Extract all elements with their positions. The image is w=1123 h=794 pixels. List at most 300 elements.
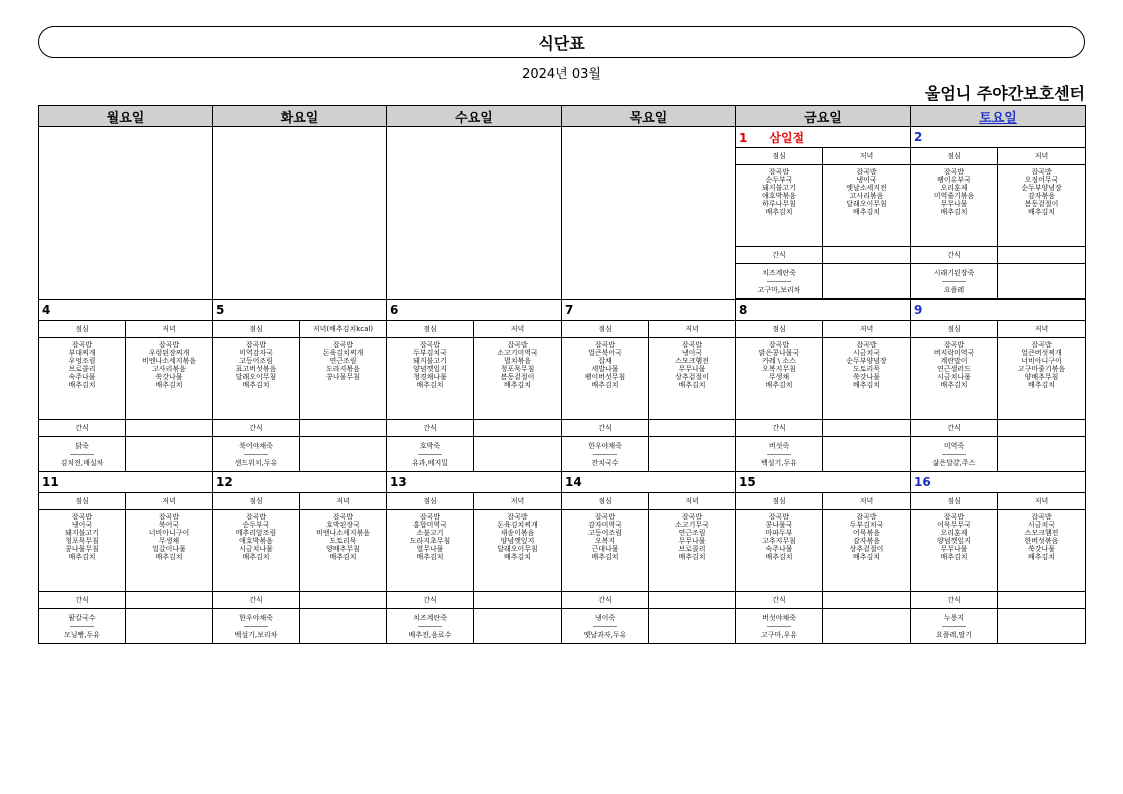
date-sat: 16 <box>911 472 1086 493</box>
snack-item: 팥칼국수 <box>68 613 96 622</box>
menu-item: 배추김치 <box>678 381 706 390</box>
menu-item: 숙주나물 <box>68 373 96 382</box>
menu-item: 오리훈제 <box>940 529 968 538</box>
week2-snack-label-row <box>39 592 1086 609</box>
menu-item: 감자볶음 <box>852 537 881 546</box>
snack-items <box>39 437 126 472</box>
snack-label: 간식 <box>213 420 300 437</box>
date-wed: 6 <box>387 300 562 321</box>
snack-item: 북어야채죽 <box>239 441 273 450</box>
empty-cell <box>300 420 387 437</box>
menu-item: 얼큰북어국 <box>588 349 622 358</box>
snack-items <box>213 609 300 644</box>
lunch-menu <box>562 338 649 420</box>
menu-item: 얼갈이나물 <box>152 545 186 554</box>
empty-cell <box>649 420 736 437</box>
menu-item: 무생채 <box>768 373 790 382</box>
menu-item: 배추김치 <box>242 381 270 390</box>
menu-item: 시금치나물 <box>239 545 273 554</box>
empty-cell <box>998 420 1086 437</box>
empty-cell <box>823 609 911 644</box>
menu-item: 잡곡밥 <box>768 168 790 176</box>
menu-item: 도토리묵 <box>852 365 881 374</box>
menu-item: 청포묵무침 <box>65 537 99 546</box>
menu-item: 냉이국 <box>71 521 93 530</box>
lunch-menu <box>911 338 998 420</box>
snack-label: 간식 <box>736 420 823 437</box>
menu-item: 잡곡밥 <box>419 513 441 521</box>
empty-cell <box>474 437 562 472</box>
date-sat: 9 <box>911 300 1086 321</box>
dinner-menu <box>126 338 213 420</box>
menu-item: 냉이국 <box>856 176 877 185</box>
menu-item: 잡곡밥 <box>1031 168 1052 176</box>
dinner-menu <box>300 510 387 592</box>
menu-item: 달래오이무침 <box>235 373 277 382</box>
empty-cell <box>998 592 1086 609</box>
date-wed: 13 <box>387 472 562 493</box>
menu-item: 잡곡밥 <box>943 341 965 349</box>
menu-item: 잡곡밥 <box>594 341 616 349</box>
menu-item: 연근조림 <box>678 529 706 538</box>
menu-item: 오복지 <box>594 537 616 546</box>
menu-item: 쑥갓나물 <box>1027 545 1056 554</box>
snack-item: 누룽지 <box>943 613 965 622</box>
menu-item: 부대찌개 <box>68 349 96 358</box>
snack-item: 요플레 <box>943 285 965 294</box>
menu-item: 잡곡밥 <box>856 341 877 349</box>
menu-item: 스모크햄전 <box>675 357 709 366</box>
snack-label: 간식 <box>911 420 998 437</box>
menu-item: 감자볶음 <box>1027 192 1056 201</box>
menu-item: 미역감자국 <box>239 349 273 358</box>
dinner-label: 저녁 <box>126 493 213 510</box>
lunch-menu <box>213 510 300 592</box>
snack-divider <box>767 281 791 282</box>
week2-meal-label-row <box>39 493 1086 510</box>
menu-item: 우렁된장찌개 <box>148 349 190 358</box>
menu-item: 소고기무국 <box>675 521 709 530</box>
lunch-label: 점심 <box>387 493 474 510</box>
snack-label: 간식 <box>736 592 823 609</box>
menu-item: 고사리볶음 <box>152 365 186 374</box>
snack-item: 배추전,음료수 <box>408 630 452 639</box>
menu-item: 계란말이 <box>940 357 968 366</box>
menu-item: 배추김치 <box>416 381 444 390</box>
lunch-label: 점심 <box>736 148 823 165</box>
header-mon: 월요일 <box>39 106 213 127</box>
date-tue: 12 <box>213 472 387 493</box>
menu-item: 상추겉절이 <box>849 545 884 554</box>
menu-item: 배추김치 <box>940 208 968 217</box>
menu-item: 돼지불고기 <box>413 357 447 366</box>
snack-divider <box>767 626 791 627</box>
lunch-label: 점심 <box>387 321 474 338</box>
menu-item: 팽이버섯무침 <box>584 373 626 382</box>
menu-item: 시금치국 <box>1027 521 1056 530</box>
dinner-label: 저녁 <box>823 493 911 510</box>
menu-item: 잡곡밥 <box>1031 341 1052 349</box>
snack-items <box>387 437 474 472</box>
dinner-menu <box>823 165 911 247</box>
snack-label: 간식 <box>911 592 998 609</box>
snack-item: 고구마,우유 <box>760 630 798 639</box>
menu-item: 도라지볶음 <box>326 365 360 374</box>
week1-menu-row <box>39 338 1086 420</box>
snack-item: 모닝빵,두유 <box>63 630 101 639</box>
menu-item: 브로콜리 <box>678 545 706 554</box>
menu-item: 어묵무무국 <box>937 521 971 530</box>
week1-snack-label-row <box>39 420 1086 437</box>
dinner-label: 저녁 <box>998 493 1086 510</box>
snack-divider <box>942 626 966 627</box>
menu-item: 배추김치 <box>940 553 968 562</box>
dinner-label: 저녁 <box>823 148 911 165</box>
lunch-menu <box>39 338 126 420</box>
lunch-label: 점심 <box>562 493 649 510</box>
empty-cell <box>823 264 911 299</box>
menu-item: 두부김치국 <box>413 349 447 358</box>
week1-snack-row <box>39 437 1086 472</box>
empty-cell <box>126 437 213 472</box>
date-sat-2: 2 <box>911 127 1086 148</box>
date-fri: 8 <box>736 300 911 321</box>
menu-item: 잡곡밥 <box>681 513 703 521</box>
menu-item: 배추김치 <box>416 553 444 562</box>
empty-cell <box>300 592 387 609</box>
snack-item: 잔치국수 <box>591 458 619 467</box>
menu-item: 스모크햄전 <box>1024 529 1059 538</box>
menu-item: 맑은콩나물국 <box>758 349 800 358</box>
menu-item: 숙주나물 <box>765 545 793 554</box>
menu-item: 배추김치 <box>1027 381 1056 390</box>
menu-item: 팽이유부국 <box>937 176 971 185</box>
dinner-label: 저녁 <box>474 321 562 338</box>
dinner-label: 저녁 <box>474 493 562 510</box>
menu-item: 어묵볶음 <box>852 529 881 538</box>
lunch-menu <box>736 165 823 247</box>
snack-divider <box>70 454 94 455</box>
empty-cell <box>823 420 911 437</box>
menu-item: 잡곡밥 <box>332 341 354 349</box>
menu-item: 배추김치 <box>1027 553 1056 562</box>
dinner-label: 저녁 <box>300 493 387 510</box>
page-title: 식단표 <box>38 26 1085 58</box>
snack-divider <box>418 454 442 455</box>
menu-item: 시금치나물 <box>937 373 971 382</box>
menu-item: 배추김치 <box>852 208 881 217</box>
menu-item: 오복지무침 <box>762 365 796 374</box>
menu-item: 배추김치 <box>591 553 619 562</box>
empty-day <box>213 127 387 300</box>
menu-item: 배추김치 <box>68 381 96 390</box>
month-subtitle: 2024년 03월 <box>522 67 601 82</box>
date-fri-1 <box>736 127 911 148</box>
menu-item: 양념깻잎지 <box>413 365 447 374</box>
menu-item: 고등어조림 <box>588 529 622 538</box>
menu-item: 미역줄기볶음 <box>933 192 975 201</box>
snack-label: 간식 <box>562 420 649 437</box>
menu-item: 근대나물 <box>591 545 619 554</box>
snack-divider <box>593 454 617 455</box>
snack-item: 옛날과자,두유 <box>583 630 627 639</box>
date-tue: 5 <box>213 300 387 321</box>
snack-item: 한우야채죽 <box>239 613 273 622</box>
snack-item: 호박죽 <box>419 441 441 450</box>
menu-item: 버지락미역국 <box>933 349 975 358</box>
menu-item: 연근샐러드 <box>937 365 971 374</box>
menu-item: 잡곡밥 <box>158 513 180 521</box>
menu-item: 무생채 <box>158 537 180 546</box>
snack-items <box>562 609 649 644</box>
empty-cell <box>126 420 213 437</box>
snack-divider <box>942 454 966 455</box>
menu-item: 잡곡밥 <box>507 341 528 349</box>
lunch-label: 점심 <box>911 321 998 338</box>
menu-item: 잡곡밥 <box>681 341 703 349</box>
menu-item: 멸치볶음 <box>503 357 532 366</box>
empty-cell <box>823 592 911 609</box>
dinner-menu <box>126 510 213 592</box>
empty-cell <box>823 247 911 264</box>
menu-item: 순두부양념장 <box>1021 184 1062 193</box>
dinner-menu <box>649 510 736 592</box>
snack-divider <box>244 626 268 627</box>
snack-item: 한우야채죽 <box>588 441 622 450</box>
snack-item: 유과,베지밀 <box>411 458 449 467</box>
menu-item: 오리훈제 <box>940 184 968 193</box>
menu-item: 배추김치 <box>503 381 532 390</box>
week1-date-row <box>39 300 1086 321</box>
snack-divider <box>244 454 268 455</box>
menu-item: 배추김치 <box>1027 208 1056 217</box>
lunch-menu <box>736 510 823 592</box>
dinner-label: 저녁(배추김치kcal) <box>300 321 387 338</box>
week2-date-row <box>39 472 1086 493</box>
date-mon: 4 <box>39 300 213 321</box>
week0-date-row <box>39 127 1086 148</box>
menu-item: 돈육김치찌개 <box>497 521 538 530</box>
empty-cell <box>300 437 387 472</box>
snack-item: 샌드위치,두유 <box>234 458 278 467</box>
lunch-label: 점심 <box>562 321 649 338</box>
snack-item: 백설기,두유 <box>760 458 798 467</box>
menu-item: 무무나물 <box>678 537 706 546</box>
menu-item: 봄동겉절이 <box>1024 200 1059 209</box>
menu-item: 잡곡밥 <box>768 513 790 521</box>
dinner-menu <box>649 338 736 420</box>
menu-item: 두부김치국 <box>849 521 884 530</box>
menu-item: 옛날소세지전 <box>846 184 887 193</box>
dinner-menu <box>474 510 562 592</box>
snack-divider <box>70 626 94 627</box>
menu-item: 무무나물 <box>940 545 968 554</box>
menu-item: 호박된장국 <box>326 521 360 530</box>
menu-item: 양배추무침 <box>1024 373 1059 382</box>
empty-cell <box>649 437 736 472</box>
menu-item: 배추김치 <box>940 381 968 390</box>
snack-item: 미역죽 <box>943 441 965 450</box>
menu-item: 고사리볶음 <box>849 192 884 201</box>
menu-item: 순두부국 <box>242 521 270 530</box>
menu-item: 배추김치 <box>503 553 532 562</box>
empty-day <box>387 127 562 300</box>
snack-items <box>387 609 474 644</box>
menu-item: 배추김치 <box>329 553 357 562</box>
snack-label: 간식 <box>911 247 998 264</box>
menu-item: 쑥갓나물 <box>155 373 183 382</box>
menu-item: 너비아니구이 <box>148 529 190 538</box>
lunch-menu <box>562 510 649 592</box>
menu-item: 잡곡밥 <box>332 513 354 521</box>
menu-item: 콩나물국 <box>765 521 793 530</box>
header-sat: 토요일 <box>911 106 1086 127</box>
snack-items <box>39 609 126 644</box>
dinner-menu <box>823 338 911 420</box>
menu-item: 새송이볶음 <box>500 529 535 538</box>
menu-item: 양념깻잎지 <box>937 537 971 546</box>
menu-item: 배추김치 <box>155 381 183 390</box>
menu-item: 콩나물무침 <box>326 373 360 382</box>
menu-item: 너비아니구이 <box>1021 357 1062 366</box>
menu-item: 메추리알조림 <box>235 529 277 538</box>
snack-items <box>736 264 823 299</box>
menu-item: 세발나물 <box>591 365 619 374</box>
menu-item: 배추김치 <box>591 381 619 390</box>
menu-item: 무무나물 <box>940 200 968 209</box>
lunch-menu <box>736 338 823 420</box>
empty-cell <box>998 247 1086 264</box>
menu-item: 잡곡밥 <box>158 341 180 349</box>
snack-label: 간식 <box>736 247 823 264</box>
snack-item: 닭죽 <box>75 441 89 450</box>
empty-cell <box>126 592 213 609</box>
menu-item: 달래오이무침 <box>497 545 538 554</box>
menu-item: 쑥갓나물 <box>852 373 881 382</box>
menu-item: 소고기미역국 <box>497 349 538 358</box>
menu-item: 잡곡밥 <box>768 341 790 349</box>
menu-item: 하루나무침 <box>762 200 796 209</box>
date-thu: 7 <box>562 300 736 321</box>
dinner-menu <box>823 510 911 592</box>
empty-cell <box>649 609 736 644</box>
menu-item: 고구마줄기볶음 <box>1017 365 1066 374</box>
snack-item: 요플레,딸기 <box>935 630 973 639</box>
snack-item: 버섯죽 <box>768 441 790 450</box>
menu-item: 배추김치 <box>242 553 270 562</box>
empty-cell <box>474 609 562 644</box>
snack-item: 시래기된장죽 <box>933 268 975 277</box>
lunch-label: 점심 <box>736 321 823 338</box>
lunch-menu <box>387 510 474 592</box>
weekday-header-row <box>39 106 1086 127</box>
menu-item: 잡곡밥 <box>507 513 528 521</box>
holiday-label: 삼일절 <box>769 130 805 145</box>
menu-item: 도라지초무침 <box>409 537 451 546</box>
snack-divider <box>942 281 966 282</box>
lunch-label: 점심 <box>39 493 126 510</box>
lunch-label: 점심 <box>736 493 823 510</box>
snack-label: 간식 <box>213 592 300 609</box>
snack-divider <box>767 454 791 455</box>
empty-cell <box>300 609 387 644</box>
empty-day <box>562 127 736 300</box>
snack-items <box>562 437 649 472</box>
menu-item: 감자미역국 <box>588 521 622 530</box>
snack-label: 간식 <box>387 592 474 609</box>
menu-item: 청포묵무침 <box>500 365 535 374</box>
snack-items <box>911 264 998 299</box>
header-tue: 화요일 <box>213 106 387 127</box>
menu-item: 잡곡밥 <box>1031 513 1052 521</box>
menu-item: 고등어조림 <box>239 357 273 366</box>
menu-item: 배추김치 <box>852 553 881 562</box>
menu-item: 돼지불고기 <box>762 184 796 193</box>
dinner-label: 저녁 <box>823 321 911 338</box>
lunch-label: 점심 <box>39 321 126 338</box>
dinner-label: 저녁 <box>998 148 1086 165</box>
header-wed: 수요일 <box>387 106 562 127</box>
menu-item: 잡곡밥 <box>943 513 965 521</box>
menu-item: 잡곡밥 <box>943 168 965 176</box>
empty-cell <box>474 592 562 609</box>
empty-cell <box>649 592 736 609</box>
menu-item: 양배추무침 <box>326 545 360 554</box>
menu-item: 청경채나물 <box>413 373 447 382</box>
menu-item: 배추김치 <box>678 553 706 562</box>
menu-item: 애호박볶음 <box>239 537 273 546</box>
empty-cell <box>998 264 1086 299</box>
menu-item: 상추겉절이 <box>675 373 709 382</box>
menu-item: 잡곡밥 <box>245 513 267 521</box>
menu-item: 봄동겉절이 <box>500 373 535 382</box>
menu-item: 잡곡밥 <box>856 513 877 521</box>
week2-snack-row <box>39 609 1086 644</box>
menu-item: 순두부국 <box>765 176 793 185</box>
snack-label: 간식 <box>387 420 474 437</box>
lunch-label: 점심 <box>911 493 998 510</box>
week2-menu-row <box>39 510 1086 592</box>
week1-meal-label-row <box>39 321 1086 338</box>
date-fri: 15 <box>736 472 911 493</box>
dinner-menu <box>998 510 1086 592</box>
menu-item: 배추김치 <box>852 381 881 390</box>
menu-item: 홍합미역국 <box>413 521 447 530</box>
menu-item: 배추김치 <box>765 208 793 217</box>
dinner-menu <box>998 165 1086 247</box>
menu-item: 연근조림 <box>329 357 357 366</box>
menu-item: 북어국 <box>158 521 180 530</box>
dinner-menu <box>300 338 387 420</box>
menu-item: 얼큰버섯찌개 <box>1021 349 1062 358</box>
snack-item: 백설기,보리차 <box>234 630 278 639</box>
menu-item: 배추김치 <box>765 381 793 390</box>
dinner-label: 저녁 <box>126 321 213 338</box>
menu-item: 시금치국 <box>852 349 881 358</box>
lunch-label: 점심 <box>213 321 300 338</box>
snack-items <box>736 437 823 472</box>
menu-item: 콩나물무침 <box>65 545 99 554</box>
menu-item: 애호박볶음 <box>762 192 796 201</box>
menu-item: 마파두부 <box>765 529 793 538</box>
snack-item: 치즈계란죽 <box>762 268 796 277</box>
snack-item: 버섯야채죽 <box>762 613 796 622</box>
menu-item: 잡곡밥 <box>856 168 877 176</box>
empty-cell <box>998 437 1086 472</box>
dinner-menu <box>474 338 562 420</box>
snack-item: 삶은달걀,주스 <box>932 458 976 467</box>
date-thu: 14 <box>562 472 736 493</box>
